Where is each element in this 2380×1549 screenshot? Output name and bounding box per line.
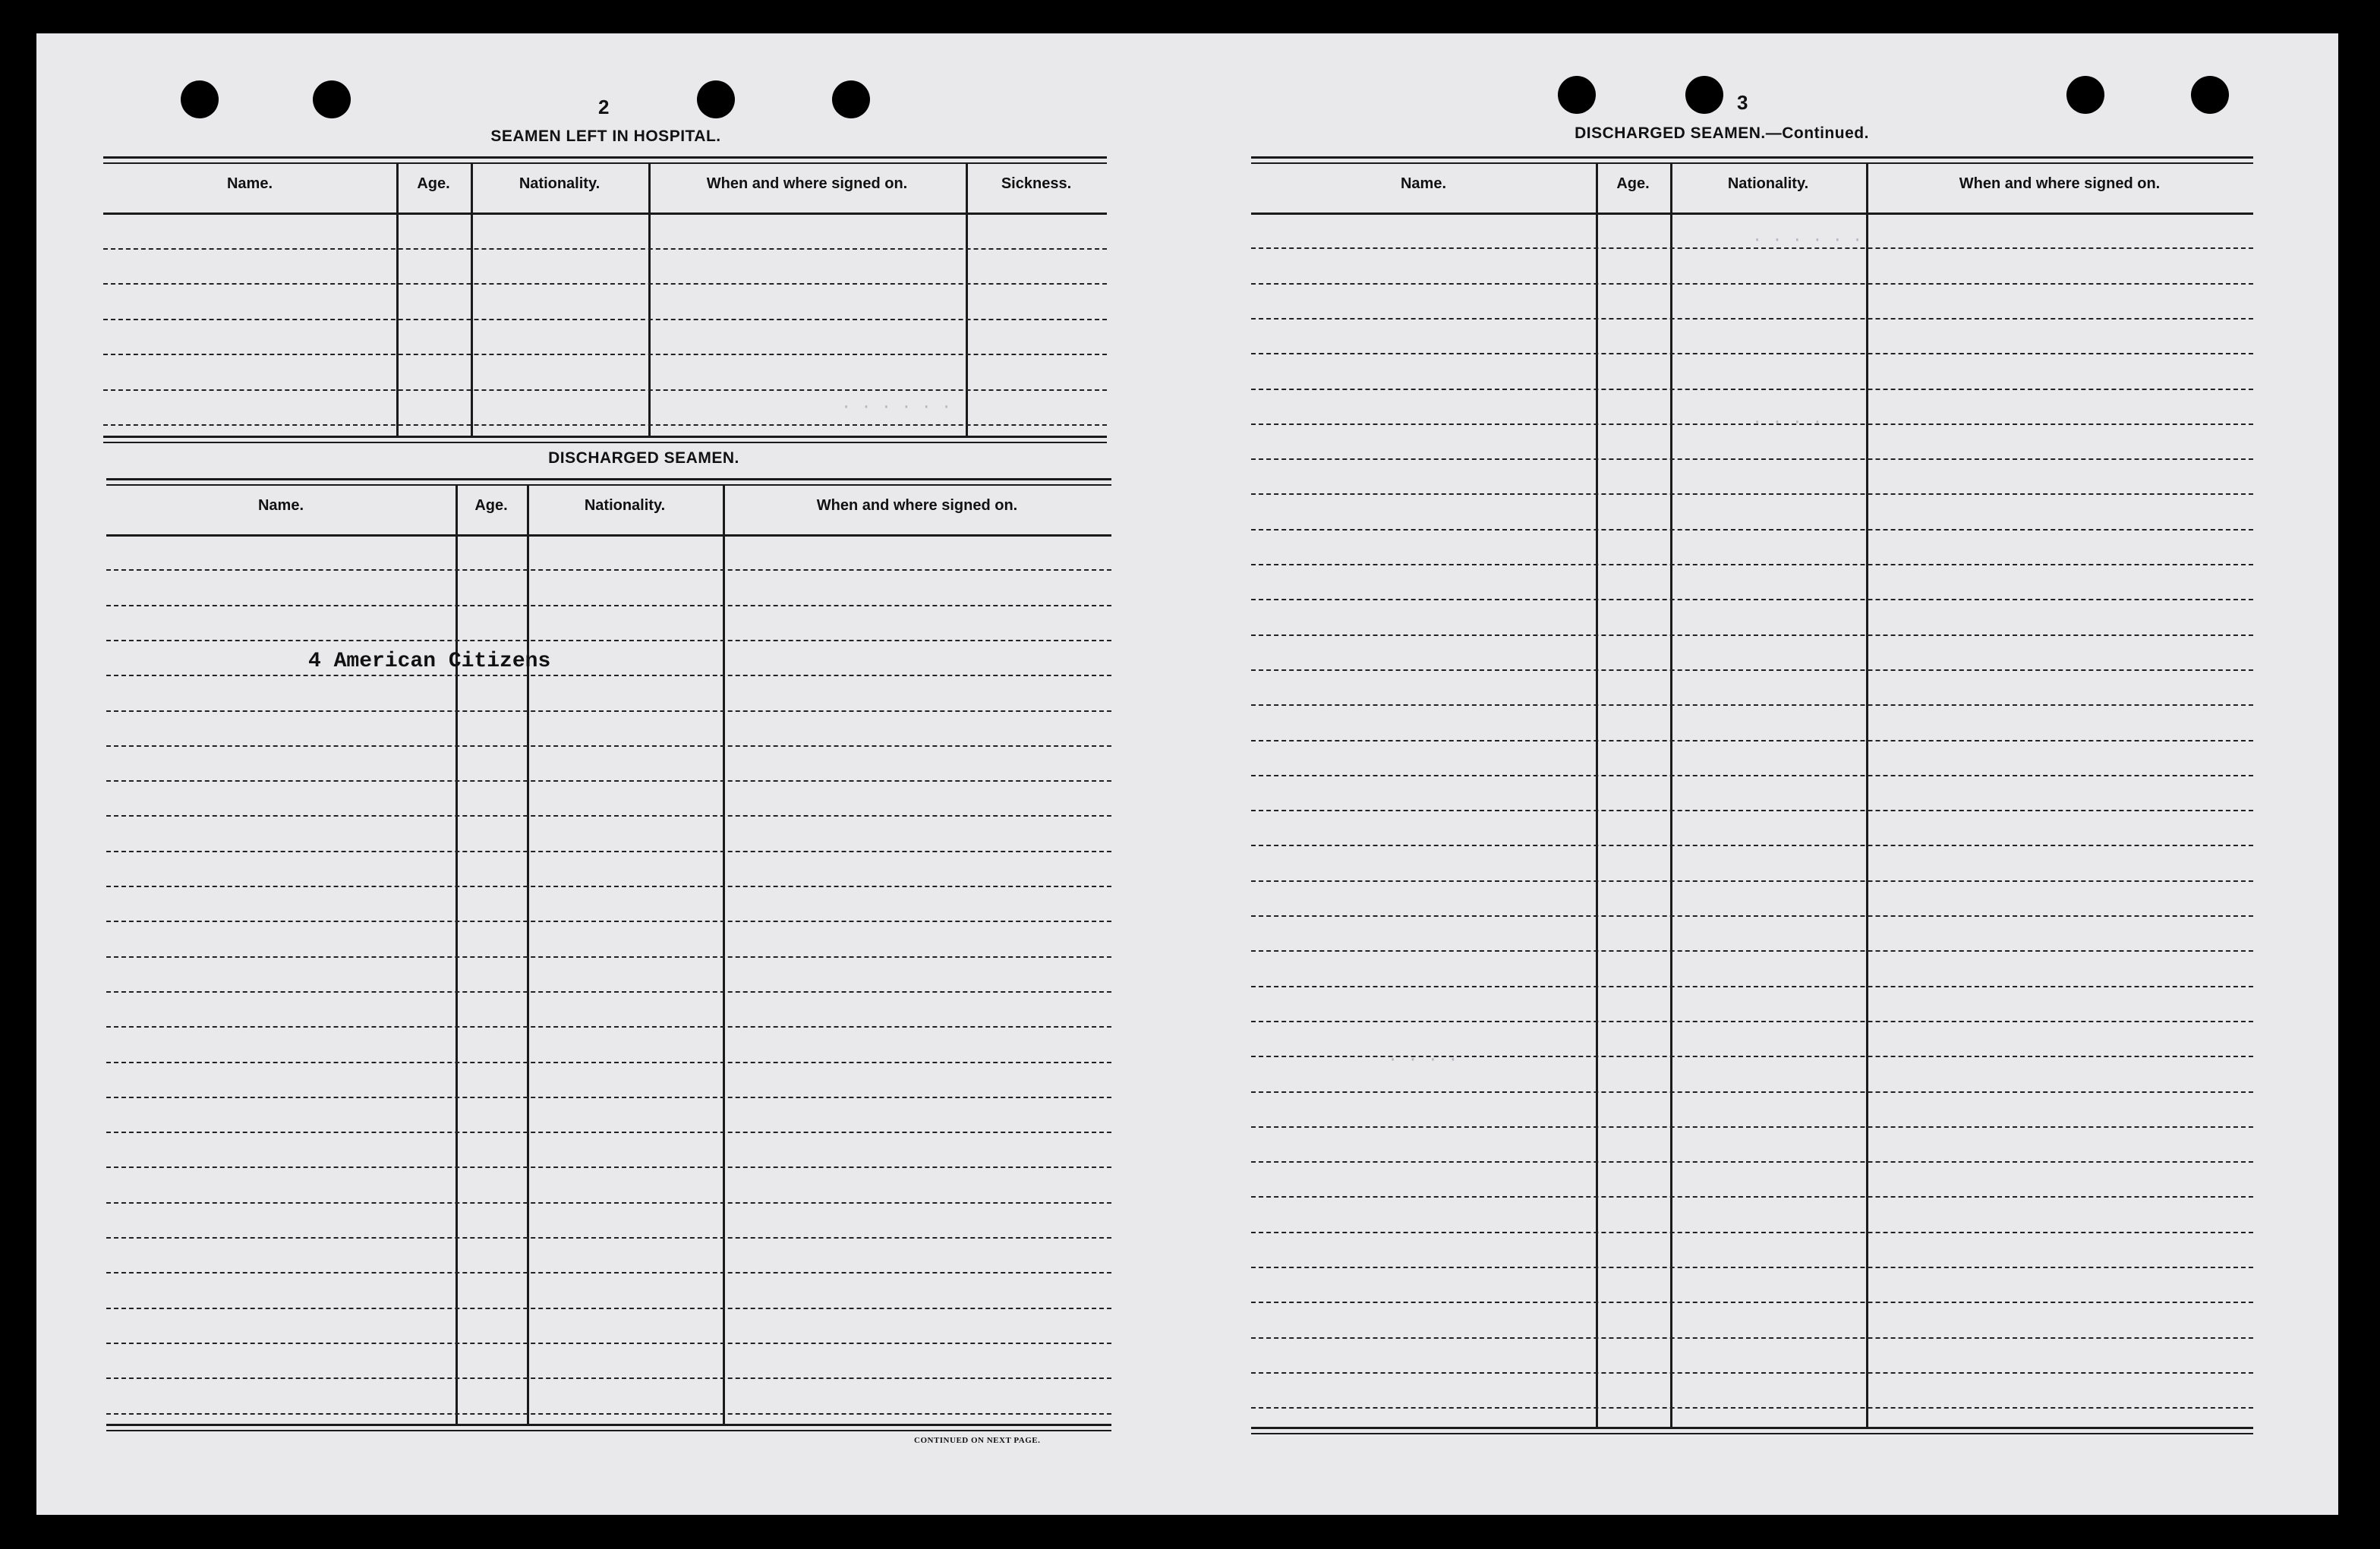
dotted-row-line [1251,1337,2253,1339]
dotted-row-line [106,886,1111,887]
column-divider [966,164,968,436]
dotted-row-line [1251,1196,2253,1198]
dotted-row-line [106,1413,1111,1415]
dotted-row-line [1251,529,2253,531]
table-bottom-rule [103,436,1107,438]
punch-hole [313,80,351,118]
dotted-row-line [106,1308,1111,1309]
dotted-row-line [1251,458,2253,460]
column-header: Age. [474,497,508,514]
dotted-row-line [106,1272,1111,1274]
column-header: Nationality. [1727,175,1809,192]
column-header: When and where signed on. [816,497,1018,514]
dotted-row-line [106,1166,1111,1168]
table-top-rule [1251,156,2253,159]
dotted-row-line [1251,1372,2253,1374]
column-divider [471,164,473,436]
dotted-row-line [103,319,1107,320]
column-header: Name. [226,175,273,192]
dotted-row-line [1251,810,2253,811]
continued-note: CONTINUED ON NEXT PAGE. [914,1436,1041,1445]
dotted-row-line [1251,1021,2253,1022]
dotted-row-line [106,815,1111,817]
dotted-row-line [103,354,1107,355]
dotted-row-line [103,283,1107,285]
dotted-row-line [1251,1161,2253,1163]
column-header: When and where signed on. [1959,175,2161,192]
punch-hole [2066,76,2104,114]
column-header: Sickness. [1001,175,1072,192]
dotted-row-line [1251,1267,2253,1268]
page-number-right: 3 [1737,91,1748,114]
dotted-row-line [1251,353,2253,354]
dotted-row-line [1251,880,2253,882]
dotted-row-line [1251,1056,2253,1057]
discharged-continued-title: DISCHARGED SEAMEN.—Continued. [1575,124,1869,142]
bleed-through-marks: · · · · · · [1752,231,1863,250]
dotted-row-line [1251,1091,2253,1093]
dotted-row-line [106,1343,1111,1344]
table-bottom-rule [1251,1427,2253,1429]
dotted-row-line [106,956,1111,958]
punch-hole [181,80,219,118]
punch-hole [2191,76,2229,114]
dotted-row-line [106,851,1111,852]
punch-hole [1558,76,1596,114]
column-divider [527,486,529,1424]
table-bottom-rule [1251,1433,2253,1434]
dotted-row-line [1251,1302,2253,1303]
typed-entry: 4 American Citizens [308,650,551,673]
dotted-row-line [103,248,1107,250]
dotted-row-line [1251,669,2253,671]
dotted-row-line [1251,915,2253,917]
dotted-row-line [106,569,1111,571]
hospital-section-title: SEAMEN LEFT IN HOSPITAL. [490,128,721,145]
dotted-row-line [1251,1407,2253,1409]
dotted-row-line [1251,564,2253,565]
dotted-row-line [1251,247,2253,249]
dotted-row-line [106,921,1111,922]
column-header: Name. [1400,175,1447,192]
column-divider [396,164,399,436]
dotted-row-line [1251,283,2253,285]
dotted-row-line [106,640,1111,641]
dotted-row-line [103,389,1107,391]
dotted-row-line [106,1132,1111,1133]
column-header: Name. [257,497,304,514]
bleed-through-marks: · · · · [1388,1050,1458,1069]
header-rule [103,213,1107,215]
column-header: When and where signed on. [706,175,908,192]
table-top-rule [106,484,1111,486]
table-bottom-rule [103,442,1107,443]
header-rule [106,534,1111,537]
dotted-row-line [106,780,1111,782]
column-header: Nationality. [584,497,666,514]
dotted-row-line [1251,1232,2253,1233]
column-divider [723,486,725,1424]
punch-hole [697,80,735,118]
dotted-row-line [1251,950,2253,952]
dotted-row-line [106,1026,1111,1028]
dotted-row-line [1251,318,2253,320]
column-header: Age. [417,175,450,192]
dotted-row-line [1251,389,2253,390]
punch-hole [832,80,870,118]
bleed-through-marks: · · · · · · [841,398,952,417]
dotted-row-line [103,424,1107,426]
dotted-row-line [1251,1126,2253,1128]
bleed-through-marks: · · · · [1752,413,1823,432]
dotted-row-line [106,1377,1111,1379]
header-rule [1251,213,2253,215]
punch-hole [1685,76,1723,114]
dotted-row-line [106,1202,1111,1204]
column-header: Age. [1616,175,1650,192]
table-bottom-rule [106,1424,1111,1426]
dotted-row-line [1251,845,2253,846]
dotted-row-line [106,991,1111,993]
table-top-rule [103,162,1107,164]
dotted-row-line [106,745,1111,747]
table-top-rule [103,156,1107,159]
discharged-section-title: DISCHARGED SEAMEN. [548,449,739,467]
table-top-rule [106,478,1111,480]
column-divider [456,486,458,1424]
dotted-row-line [1251,775,2253,776]
document-sheet [36,33,2338,1515]
table-top-rule [1251,162,2253,164]
dotted-row-line [106,675,1111,676]
dotted-row-line [106,1062,1111,1063]
dotted-row-line [1251,599,2253,600]
dotted-row-line [1251,986,2253,987]
dotted-row-line [1251,704,2253,706]
page-number-left: 2 [598,96,610,118]
dotted-row-line [1251,493,2253,495]
dotted-row-line [106,710,1111,712]
column-divider [648,164,651,436]
dotted-row-line [1251,423,2253,425]
dotted-row-line [1251,740,2253,741]
dotted-row-line [106,1237,1111,1239]
dotted-row-line [106,1097,1111,1098]
dotted-row-line [106,605,1111,606]
column-header: Nationality. [519,175,601,192]
table-bottom-rule [106,1430,1111,1431]
dotted-row-line [1251,634,2253,636]
